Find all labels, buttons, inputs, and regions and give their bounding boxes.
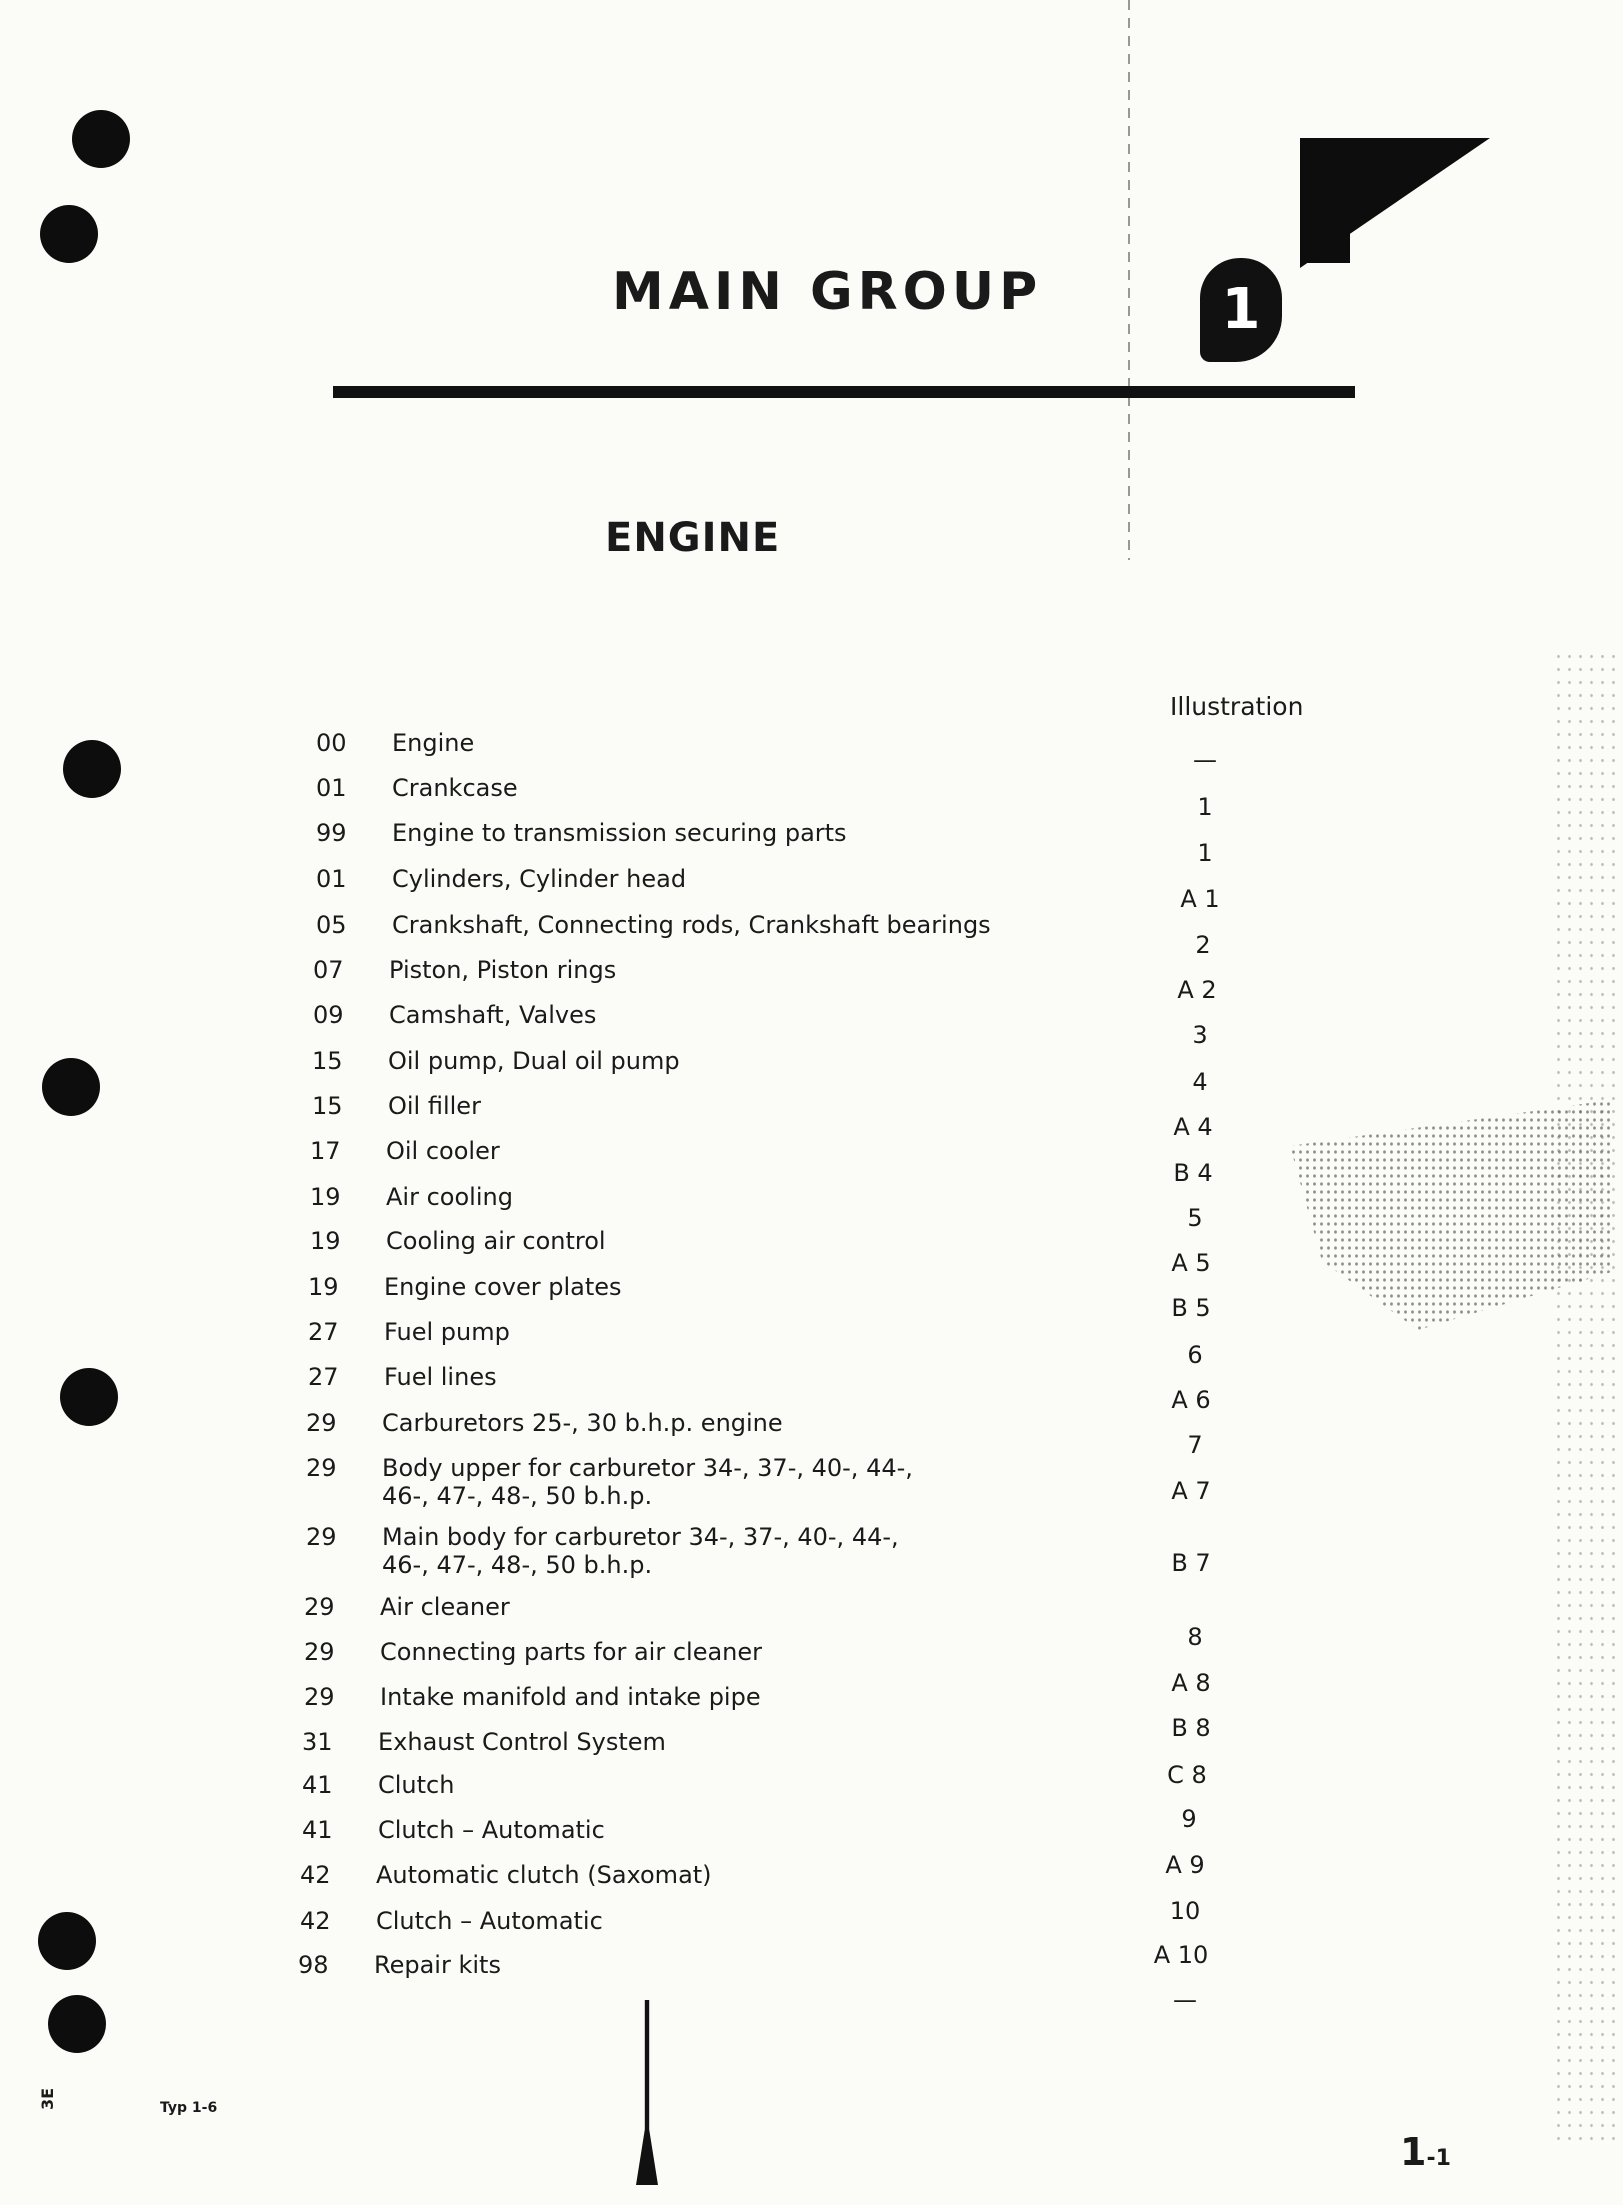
illustration-ref: — [1173,1986,1197,2014]
entry-label: Air cleaner [380,1593,510,1621]
illustration-ref: B 7 [1171,1549,1211,1577]
entry-label: Repair kits [374,1951,501,1979]
punch-hole [72,110,130,168]
illustration-ref: A 2 [1177,976,1217,1004]
entry-number: 29 [304,1593,335,1621]
entry-label: Oil pump, Dual oil pump [388,1047,680,1075]
entry-label: Clutch – Automatic [378,1816,605,1844]
entry-label: Air cooling [386,1183,513,1211]
punch-hole [60,1368,118,1426]
illustration-ref: 7 [1187,1431,1203,1459]
entry-label: Piston, Piston rings [389,956,617,984]
punch-hole [42,1058,100,1116]
entry-label: Body upper for carburetor 34-, 37-, 40-, 44-, [382,1454,913,1482]
entry-number: 41 [302,1816,333,1844]
illustration-ref: A 4 [1173,1113,1213,1141]
entry-label: Engine [392,729,475,757]
illustration-ref: C 8 [1167,1761,1207,1789]
illustration-ref: A 10 [1153,1941,1209,1969]
entry-number: 17 [310,1137,341,1165]
entry-number: 15 [312,1092,343,1120]
illustration-ref: — [1193,746,1217,774]
entry-label: Camshaft, Valves [389,1001,597,1029]
entry-label: Intake manifold and intake pipe [380,1683,761,1711]
entry-label: Cylinders, Cylinder head [392,865,687,893]
entry-number: 29 [306,1409,337,1437]
side-code: 3E [38,2087,57,2110]
entry-number: 42 [300,1861,331,1889]
entry-number: 99 [316,819,347,847]
illustration-ref: 9 [1181,1805,1197,1833]
illustration-ref: 2 [1195,931,1211,959]
entry-label: Main body for carburetor 34-, 37-, 40-, 44-, [382,1523,899,1551]
entry-label: Clutch – Automatic [376,1907,603,1935]
page-number-main: 1 [1400,2130,1427,2174]
entry-label: Automatic clutch (Saxomat) [376,1861,712,1889]
entry-number: 19 [310,1227,341,1255]
illustration-ref: 6 [1187,1341,1203,1369]
entry-number: 19 [310,1183,341,1211]
illustration-ref: 5 [1187,1204,1203,1232]
illustration-ref: B 5 [1171,1294,1211,1322]
entry-number: 29 [306,1454,337,1482]
entry-label: Connecting parts for air cleaner [380,1638,763,1666]
entry-number: 27 [308,1363,339,1391]
entry-label: Fuel lines [384,1363,497,1391]
illustration-ref: A 9 [1165,1851,1205,1879]
entry-number: 41 [302,1771,333,1799]
entry-number: 27 [308,1318,339,1346]
entry-number: 15 [312,1047,343,1075]
entry-label: Fuel pump [384,1318,510,1346]
entry-number: 01 [316,865,347,893]
entry-number: 98 [298,1951,329,1979]
illustration-ref: A 8 [1171,1669,1211,1697]
entry-label: Oil cooler [386,1137,500,1165]
model-label: Typ 1-6 [160,2100,218,2116]
entry-label: Cooling air control [386,1227,606,1255]
illustration-ref: 1 [1197,793,1213,821]
illustration-ref: A 6 [1171,1386,1211,1414]
entry-label: Exhaust Control System [378,1728,666,1756]
entry-label-continued: 46-, 47-, 48-, 50 b.h.p. [382,1551,653,1579]
entry-label: Crankshaft, Connecting rods, Crankshaft bearings [392,911,991,939]
illustration-ref: A 7 [1171,1477,1211,1505]
illustration-ref: 1 [1197,839,1213,867]
entry-number: 42 [300,1907,331,1935]
entry-number: 29 [304,1683,335,1711]
edge-speckle [1553,650,1623,2150]
illustration-ref: 8 [1187,1623,1203,1651]
illustration-ref: A 5 [1171,1249,1211,1277]
page-title: MAIN GROUP [612,262,1043,322]
entry-number: 07 [313,956,344,984]
entry-label: Oil filler [388,1092,481,1120]
group-number-badge: 1 [1200,258,1282,362]
header-rule [333,386,1355,398]
entry-number: 00 [316,729,347,757]
entry-number: 29 [304,1638,335,1666]
entry-number: 05 [316,911,347,939]
binding-mark [636,2000,658,2185]
illustration-ref: 4 [1192,1068,1208,1096]
page-number-suffix: -1 [1426,2146,1451,2171]
entry-number: 19 [308,1273,339,1301]
punch-hole [40,205,98,263]
corner-mark-triangle [1300,138,1490,268]
illustration-ref: B 8 [1171,1714,1211,1742]
entry-label: Crankcase [392,774,518,802]
entry-label-continued: 46-, 47-, 48-, 50 b.h.p. [382,1482,653,1510]
punch-hole [48,1995,106,2053]
entry-number: 31 [302,1728,333,1756]
entry-label: Carburetors 25-, 30 b.h.p. engine [382,1409,783,1437]
page-number [1400,2130,1451,2174]
entry-number: 01 [316,774,347,802]
entry-number: 29 [306,1523,337,1551]
punch-hole [63,740,121,798]
illustration-ref: 3 [1192,1021,1208,1049]
entry-label: Clutch [378,1771,455,1799]
illustration-ref: B 4 [1173,1159,1213,1187]
fold-line [1128,0,1130,560]
entry-label: Engine cover plates [384,1273,622,1301]
illustration-ref: 10 [1169,1897,1201,1925]
entry-label: Engine to transmission securing parts [392,819,847,847]
punch-hole [38,1912,96,1970]
section-title: ENGINE [605,515,781,561]
illustration-column-heading: Illustration [1170,692,1304,721]
entry-number: 09 [313,1001,344,1029]
illustration-ref: A 1 [1180,885,1220,913]
